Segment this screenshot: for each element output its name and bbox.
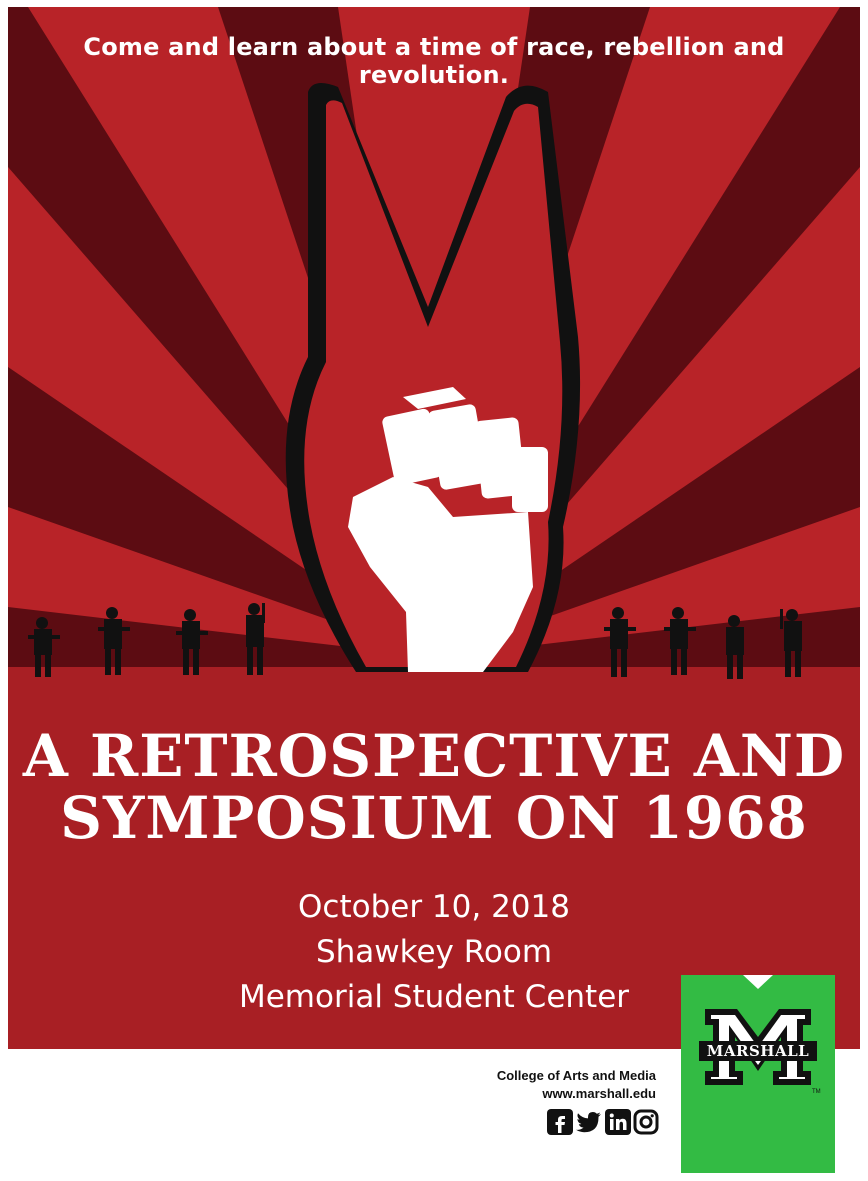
- marshall-logo: [681, 975, 835, 1173]
- title-line-1: A RETROSPECTIVE AND: [22, 722, 846, 790]
- poster-title: [8, 722, 860, 852]
- social-icons: [547, 1109, 659, 1135]
- twitter-icon[interactable]: [575, 1109, 601, 1135]
- event-poster: [8, 7, 860, 1049]
- poster-artwork: [8, 7, 860, 682]
- website-link[interactable]: www.marshall.edu: [542, 1086, 656, 1101]
- title-line-2: SYMPOSIUM ON 1968: [60, 784, 808, 852]
- marshall-m-icon: [681, 975, 835, 1173]
- event-room: Shawkey Room: [315, 934, 553, 970]
- trademark-symbol: TM: [812, 1089, 821, 1095]
- facebook-icon[interactable]: [547, 1109, 573, 1135]
- marshall-wordmark: MARSHALL: [706, 1042, 810, 1060]
- college-name: College of Arts and Media: [496, 1068, 656, 1083]
- event-details: [158, 885, 710, 1020]
- instagram-icon[interactable]: [633, 1109, 659, 1135]
- poster-tagline: Come and learn about a time of race, rebellion and revolution.: [83, 33, 785, 89]
- footer-info: [497, 1067, 656, 1103]
- linkedin-icon[interactable]: [605, 1109, 631, 1135]
- event-date: October 10, 2018: [298, 889, 570, 925]
- event-venue: Memorial Student Center: [238, 979, 630, 1015]
